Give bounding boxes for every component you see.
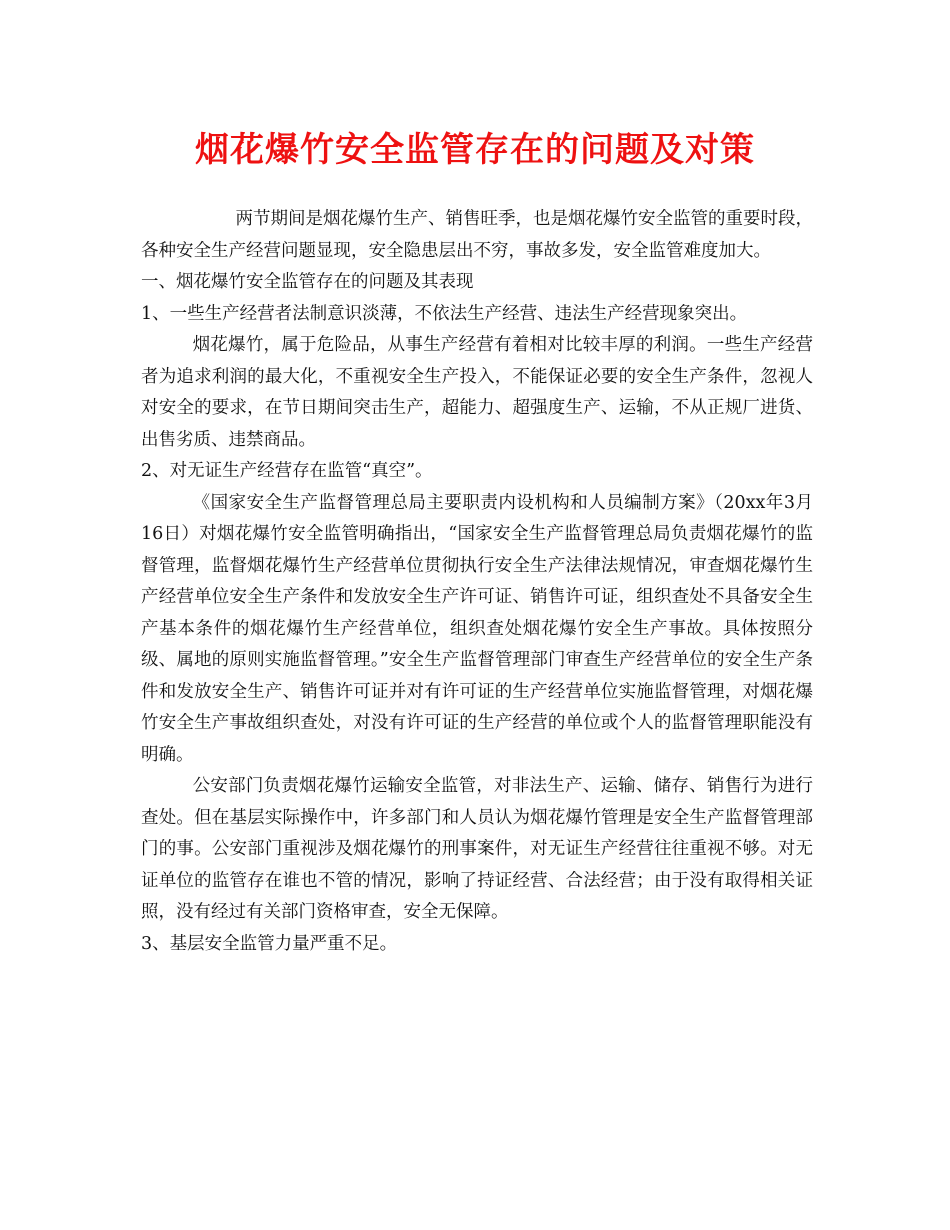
- document-body: [141, 204, 813, 960]
- subheading-1: 1、一些生产经营者法制意识淡薄，不依法生产经营、违法生产经营现象突出。: [141, 303, 748, 324]
- paragraph-3: 公安部门负责烟花爆竹运输安全监管，对非法生产、运输、储存、销售行为进行查处。但在基层实际操作中，许多部门和人员认为烟花爆竹管理是安全生产监督管理部门的事。公安部门重视涉及烟花爆竹的刑事案件，对无证生产经营往往重视不够。对无证单位的监管存在谁也不管的情况，影响了持证经营、合法经营；由于没有取得相关证照，没有经过有关部门资格审查，安全无保障。: [141, 776, 813, 922]
- paragraph-intro: 两节期间是烟花爆竹生产、销售旺季，也是烟花爆竹安全监管的重要时段，各种安全生产经营问题显现，安全隐患层出不穷，事故多发，安全监管难度加大。: [141, 209, 813, 261]
- section-heading-1: 一、烟花爆竹安全监管存在的问题及其表现: [141, 272, 474, 292]
- paragraph-2: 《国家安全生产监督管理总局主要职责内设机构和人员编制方案》（20xx年3月16日）对烟花爆竹安全监管明确指出，“国家安全生产监督管理总局负责烟花爆竹的监督管理，监督烟花爆竹生产经营单位贯彻执行安全生产法律法规情况，审查烟花爆竹生产经营单位安全生产条件和发放安全生产许可证、销售许可证，组织查处不具备安全生产基本条件的烟花爆竹生产经营单位，组织查处烟花爆竹安全生产事故。具体按照分级、属地的原则实施监督管理。”安全生产监督管理部门审查生产经营单位的安全生产条件和发放安全生产、销售许可证并对有许可证的生产经营单位实施监督管理，对烟花爆竹安全生产事故组织查处，对没有许可证的生产经营的单位或个人的监督管理职能没有明确。: [141, 492, 813, 765]
- subheading-2: 2、对无证生产经营存在监管“真空”。: [141, 461, 433, 481]
- subheading-3: 3、基层安全监管力量严重不足。: [141, 933, 398, 954]
- paragraph-1: 烟花爆竹，属于危险品，从事生产经营有着相对比较丰厚的利润。一些生产经营者为追求利润的最大化，不重视安全生产投入，不能保证必要的安全生产条件，忽视人对安全的要求，在节日期间突击生产，超能力、超强度生产、运输，不从正规厂进货、出售劣质、违禁商品。: [141, 335, 813, 450]
- document-title: 烟花爆竹安全监管存在的问题及对策: [195, 130, 755, 170]
